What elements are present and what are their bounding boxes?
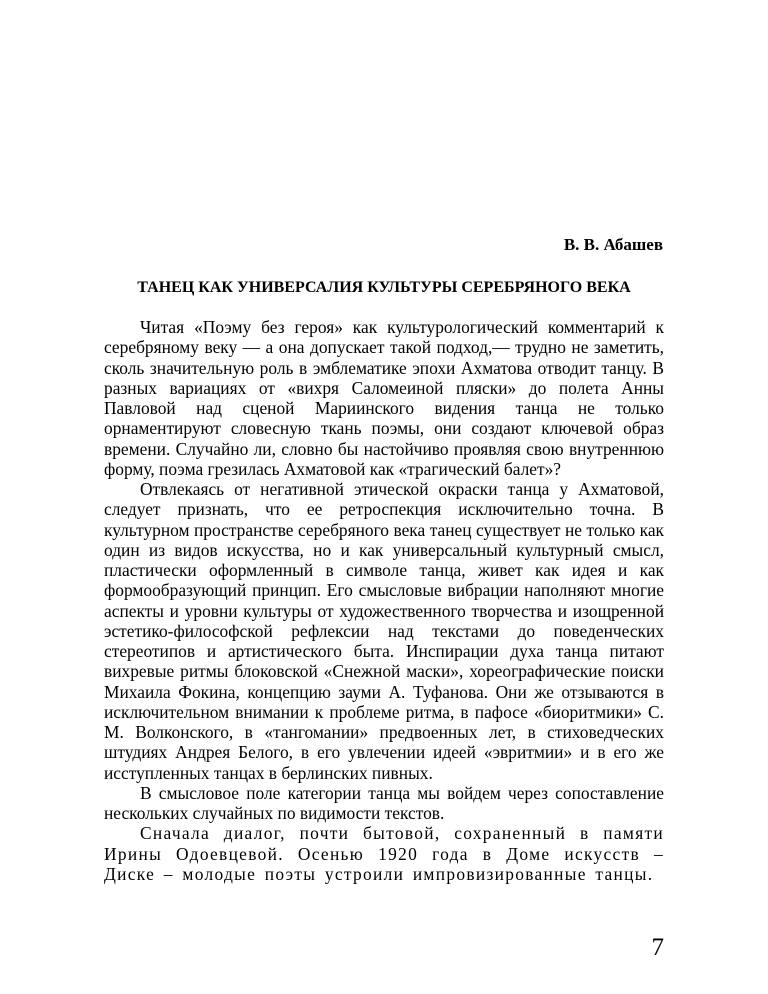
paragraph: Сначала диалог, почти бытовой, сохраненный в памяти Ирины Одоевцевой. Осенью 1920 года в Доме искусств – Диске – молодые поэты устроили импровизированные танцы. [104, 823, 664, 884]
article-body [104, 317, 664, 884]
article-title: ТАНЕЦ КАК УНИВЕРСАЛИЯ КУЛЬТУРЫ СЕРЕБРЯНОГО ВЕКА [137, 279, 631, 296]
author-name: В. В. Абашев [563, 235, 663, 254]
paragraph: Читая «Поэму без героя» как культурологический комментарий к серебряному веку — а она допускает такой подход,— трудно не заметить, сколь значительную роль в эмблематике эпохи Ахматова отводит танцу. В разных вариациях от «вихря Саломеиной пляски» до полета Анны Павловой над сценой Мариинского видения танца не только орнаментируют словесную ткань поэмы, они создают ключевой образ времени. Случайно ли, словно бы настойчиво проявляя свою внутреннюю форму, поэма грезилась Ахматовой как «трагический балет»? [104, 317, 664, 479]
paragraph: Отвлекаясь от негативной этической окраски танца у Ахматовой, следует признать, что ее ретроспекция исключительно точна. В культурном пространстве серебряного века танец существует не только как один из видов искусства, но и как универсальный культурный смысл, пластически оформленный в символе танца, живет как идея и как формообразующий принцип. Его смысловые вибрации наполняют многие аспекты и уровни культуры от художественного творчества и изощренной эстетико-философской рефлексии над текстами до поведенческих стереотипов и артистического быта. Инспирации духа танца питают вихревые ритмы блоковской «Снежной маски», хореографические поиски Михаила Фокина, концепцию зауми А. Туфанова. Они же отзываются в исключительном внимании к проблеме ритма, в пафосе «биоритмики» С. М. Волконского, в «тангомании» предвоенных лет, в стиховедческих штудиях Андрея Белого, в его увлечении идеей «эвритмии» и в его же исступленных танцах в берлинских пивных. [104, 479, 664, 783]
paragraph: В смысловое поле категории танца мы войдем через сопоставление нескольких случайных по видимости текстов. [104, 782, 664, 823]
page-number: 7 [651, 934, 664, 961]
